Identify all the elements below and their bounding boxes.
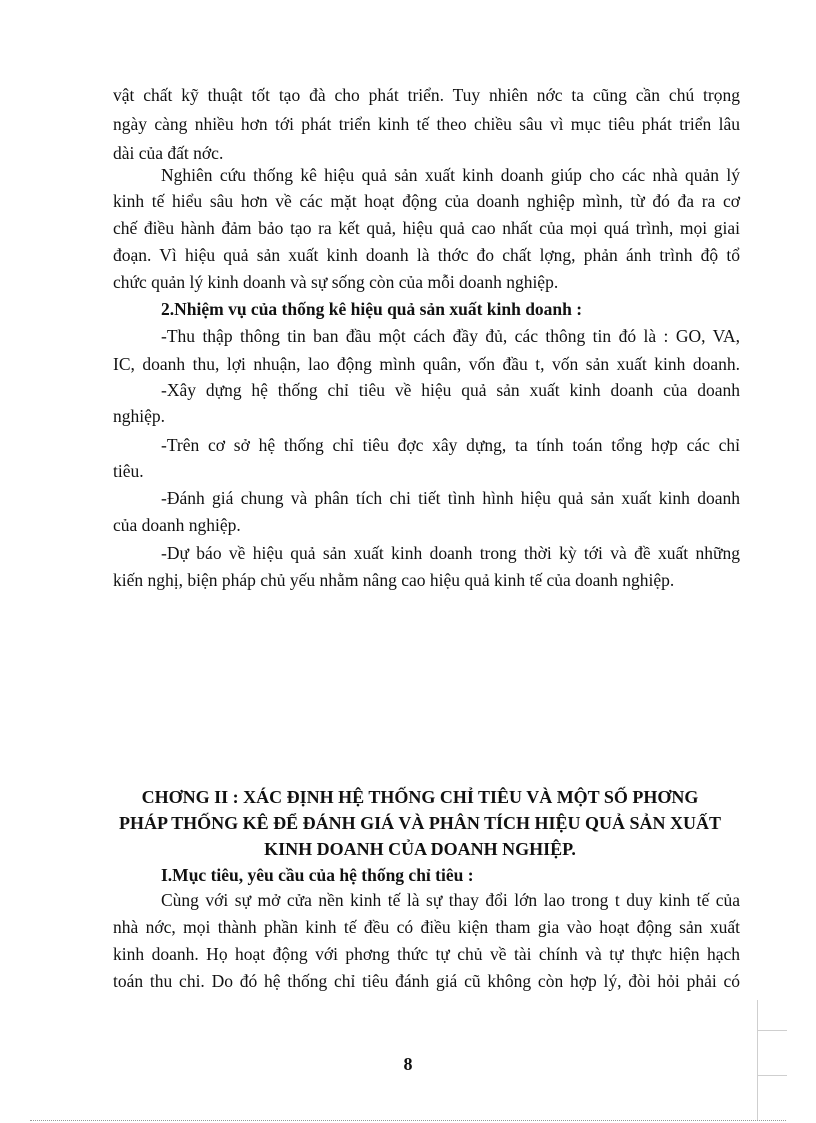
chapter-title: PHÁP THỐNG KÊ ĐỂ ĐÁNH GIÁ VÀ PHÂN TÍCH HIỆU QUẢ SẢN XUẤT [118,813,722,833]
body-line: kinh tế hiểu sâu hơn về các mặt hoạt động của doanh nghiệp mình, từ đó đa ra cơ [113,191,740,211]
chapter-title: KINH DOANH CỦA DOANH NGHIỆP. [264,839,576,859]
body-line: ngày càng nhiều hơn tới phát triển kinh tế theo chiều sâu vì mục tiêu phát triển lâu [113,114,740,134]
section-heading: I.Mục tiêu, yêu cầu của hệ thống chỉ tiêu : [161,865,474,885]
chapter-title: CHƠNG II : XÁC ĐỊNH HỆ THỐNG CHỈ TIÊU VÀ MỘT SỐ PHƠNG [141,787,699,807]
page-border [30,1120,786,1121]
margin-tick [757,1075,787,1076]
body-line: dài của đất nớc. [113,143,224,163]
body-line: Nghiên cứu thống kê hiệu quả sản xuất kinh doanh giúp cho các nhà quản lý [161,165,740,185]
body-line: tiêu. [113,461,144,481]
margin-rule [757,1000,758,1120]
margin-tick [757,1030,787,1031]
body-line: kinh doanh. Họ hoạt động với phơng thức tự chủ về tài chính và tự thực hiện hạch [113,944,740,964]
body-line: chức quản lý kinh doanh và sự sống còn của mỗi doanh nghiệp. [113,272,559,292]
body-line: đoạn. Vì hiệu quả sản xuất kinh doanh là thớc đo chất lợng, phản ánh trình độ tổ [113,245,740,265]
page-number: 8 [403,1054,413,1074]
section-heading: 2.Nhiệm vụ của thống kê hiệu quả sản xuất kinh doanh : [161,299,583,319]
body-line: IC, doanh thu, lợi nhuận, lao động mình quân, vốn đầu t, vốn sản xuất kinh doanh. [113,354,740,374]
list-item: -Đánh giá chung và phân tích chi tiết tình hình hiệu quả sản xuất kinh doanh [161,488,740,508]
list-item: -Trên cơ sở hệ thống chỉ tiêu đợc xây dựng, ta tính toán tổng hợp các chỉ [161,435,740,455]
body-line: của doanh nghiệp. [113,515,241,535]
list-item: -Thu thập thông tin ban đầu một cách đầy đủ, các thông tin đó là : GO, VA, [161,326,740,346]
list-item: -Dự báo về hiệu quả sản xuất kinh doanh trong thời kỳ tới và đề xuất những [161,543,740,563]
body-line: chế điều hành đảm bảo tạo ra kết quả, hiệu quả cao nhất của mọi quá trình, mọi giai [113,218,740,238]
body-line: Cùng với sự mở cửa nền kinh tế là sự thay đổi lớn lao trong t duy kinh tế của [161,890,740,910]
body-line: toán thu chi. Do đó hệ thống chỉ tiêu đánh giá cũ không còn hợp lý, đòi hỏi phải có [113,971,740,991]
body-line: nhà nớc, mọi thành phần kinh tế đều có điều kiện tham gia vào hoạt động sản xuất [113,917,740,937]
body-line: vật chất kỹ thuật tốt tạo đà cho phát triển. Tuy nhiên nớc ta cũng cần chú trọng [113,85,740,105]
body-line: nghiệp. [113,406,166,426]
list-item: -Xây dựng hệ thống chỉ tiêu về hiệu quả sản xuất kinh doanh của doanh [161,380,740,400]
body-line: kiến nghị, biện pháp chủ yếu nhằm nâng cao hiệu quả kinh tế của doanh nghiệp. [113,570,675,590]
